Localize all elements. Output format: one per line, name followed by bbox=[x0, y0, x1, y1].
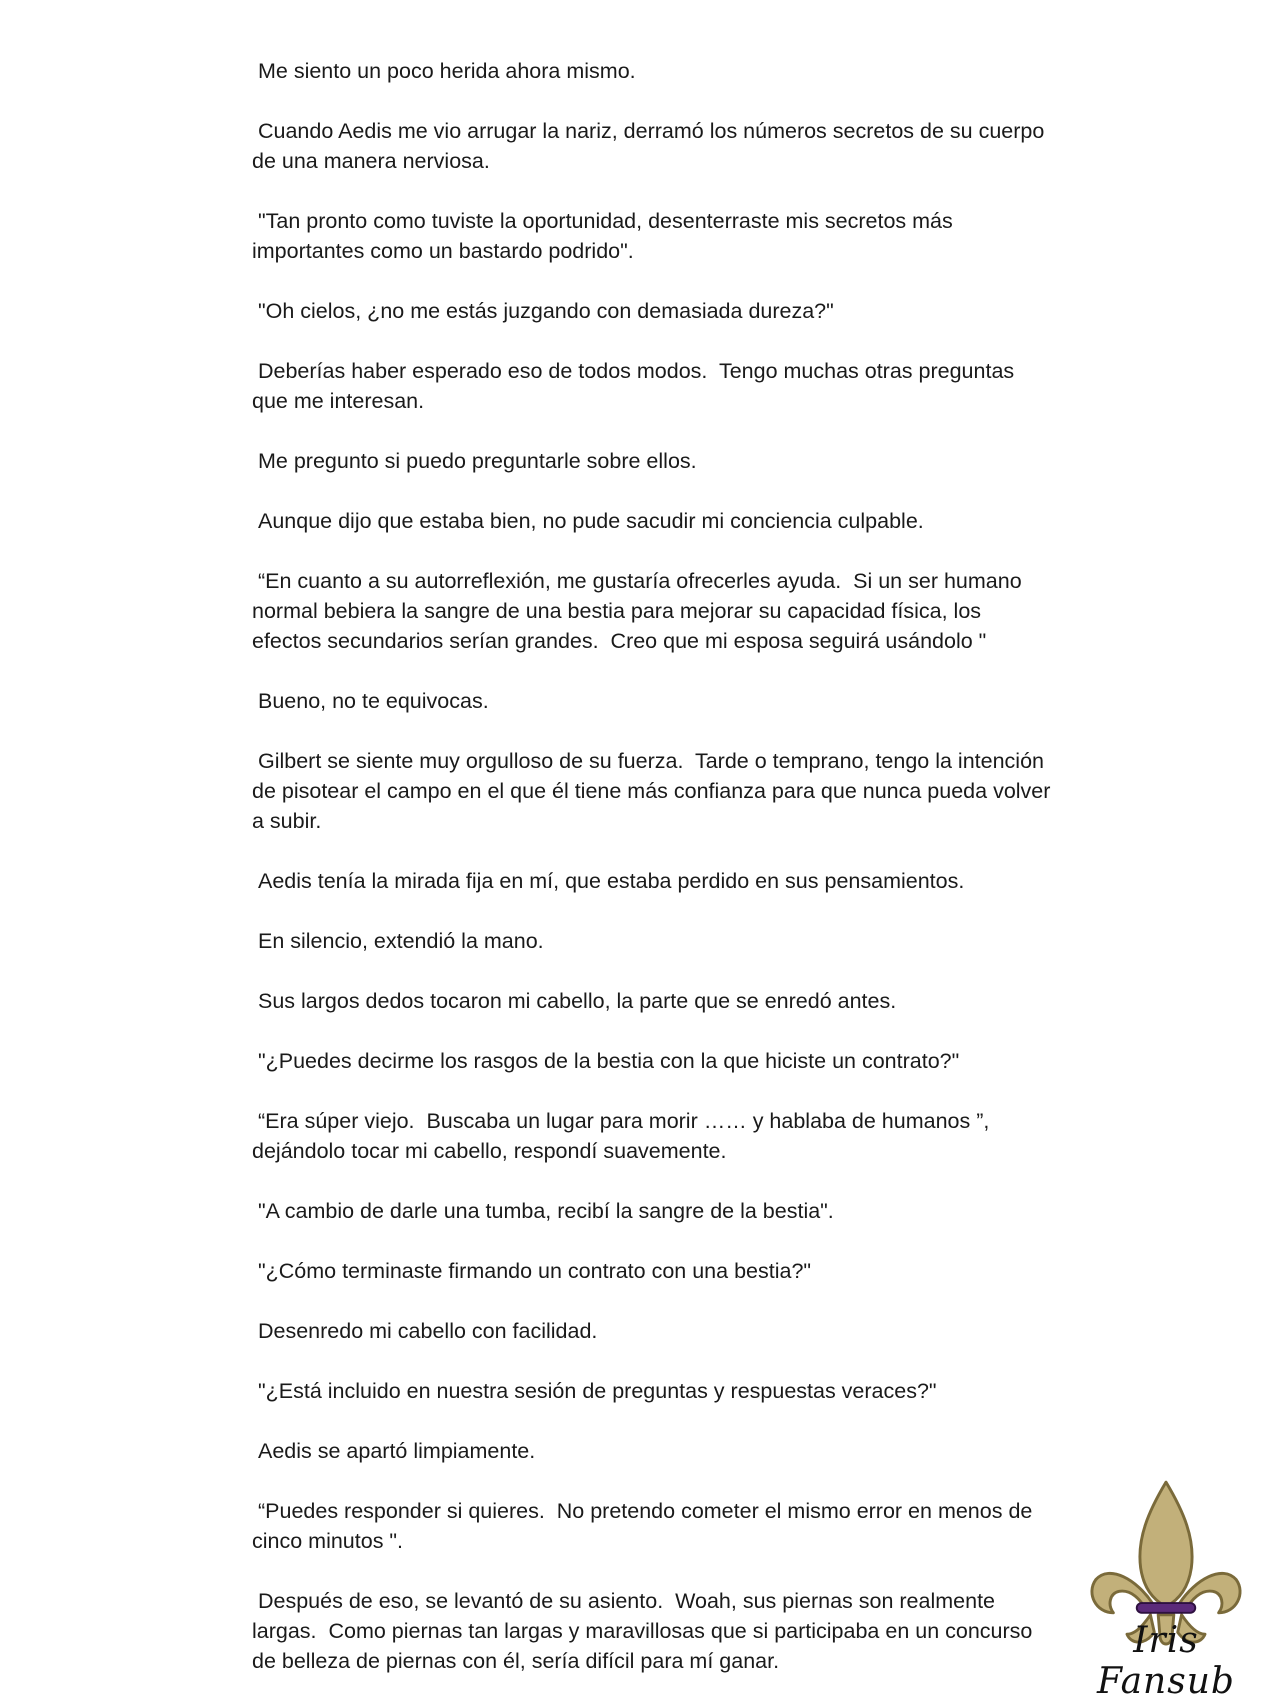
paragraph: Deberías haber esperado eso de todos modos. Tengo muchas otras preguntas que me interesan. bbox=[252, 359, 1021, 413]
paragraph: Me siento un poco herida ahora mismo. bbox=[252, 59, 636, 83]
paragraph: “Puedes responder si quieres. No pretendo cometer el mismo error en menos de cinco minutos ". bbox=[252, 1499, 1039, 1553]
paragraph: Aunque dijo que estaba bien, no pude sacudir mi conciencia culpable. bbox=[252, 509, 924, 533]
paragraph: Aedis se apartó limpiamente. bbox=[252, 1439, 536, 1463]
paragraph: Aedis tenía la mirada fija en mí, que estaba perdido en sus pensamientos. bbox=[252, 869, 965, 893]
paragraph: Cuando Aedis me vio arrugar la nariz, derramó los números secretos de su cuerpo de una manera nerviosa. bbox=[252, 119, 1051, 173]
paragraph: En silencio, extendió la mano. bbox=[252, 929, 544, 953]
paragraph: "¿Puedes decirme los rasgos de la bestia con la que hiciste un contrato?" bbox=[252, 1049, 960, 1073]
paragraph: Desenredo mi cabello con facilidad. bbox=[252, 1319, 598, 1343]
paragraph: “En cuanto a su autorreflexión, me gustaría ofrecerles ayuda. Si un ser humano normal bebiera la sangre de una bestia para mejorar su capacidad física, los efectos secundarios serían grandes. Creo que mi esposa seguirá usándolo " bbox=[252, 569, 1028, 653]
paragraph: Sus largos dedos tocaron mi cabello, la parte que se enredó antes. bbox=[252, 989, 897, 1013]
watermark bbox=[1066, 1478, 1266, 1708]
paragraph: Bueno, no te equivocas. bbox=[252, 689, 489, 713]
paragraph: "Tan pronto como tuviste la oportunidad, desenterraste mis secretos más importantes como un bastardo podrido". bbox=[252, 209, 959, 263]
paragraph: “Era súper viejo. Buscaba un lugar para morir …… y hablaba de humanos ”, dejándolo tocar mi cabello, respondí suavemente. bbox=[252, 1109, 996, 1163]
paragraph: Me pregunto si puedo preguntarle sobre ellos. bbox=[252, 449, 697, 473]
watermark-label: Iris Fansub bbox=[1097, 1620, 1235, 1702]
paragraph: "Oh cielos, ¿no me estás juzgando con demasiada dureza?" bbox=[252, 299, 834, 323]
paragraph: Después de eso, se levantó de su asiento. Woah, sus piernas son realmente largas. Como piernas tan largas y maravillosas que si participaba en un concurso de belleza de piernas con él, sería difícil para mí ganar. bbox=[252, 1589, 1039, 1673]
document-body bbox=[252, 56, 1057, 1706]
paragraph: Gilbert se siente muy orgulloso de su fuerza. Tarde o temprano, tengo la intención de pisotear el campo en el que él tiene más confianza para que nunca pueda volver a subir. bbox=[252, 749, 1057, 833]
paragraph: "A cambio de darle una tumba, recibí la sangre de la bestia". bbox=[252, 1199, 834, 1223]
paragraph: "¿Está incluido en nuestra sesión de preguntas y respuestas veraces?" bbox=[252, 1379, 937, 1403]
paragraph: "¿Cómo terminaste firmando un contrato con una bestia?" bbox=[252, 1259, 812, 1283]
